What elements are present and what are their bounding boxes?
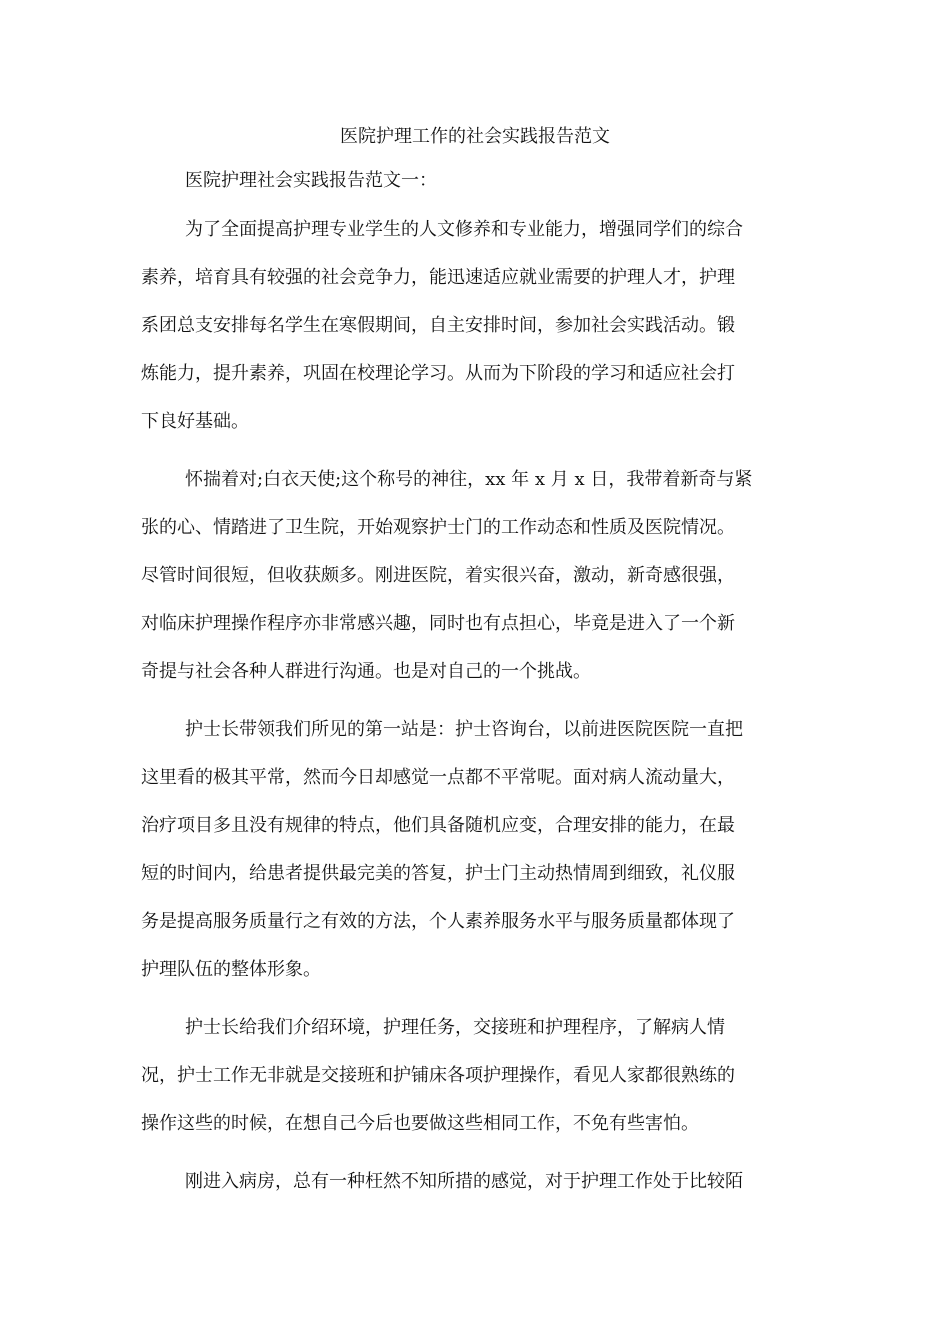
text-line: 护士长带领我们所见的第一站是：护士咨询台，以前进医院医院一直把 [185,719,743,740]
text-line: 奇提与社会各种人群进行沟通。也是对自己的一个挑战。 [141,661,591,682]
text-line: 况，护士工作无非就是交接班和护铺床各项护理操作，看见人家都很熟练的 [141,1065,735,1086]
text-line: 治疗项目多且没有规律的特点，他们具备随机应变，合理安排的能力，在最 [141,815,735,836]
paragraph-4 [141,1012,818,1156]
document-body [141,214,818,1224]
text-line: 务是提高服务质量行之有效的方法，个人素养服务水平与服务质量都体现了 [141,911,735,932]
text-line: 护士长给我们介绍环境，护理任务，交接班和护理程序，了解病人情 [185,1017,725,1038]
text-line: 这里看的极其平常，然而今日却感觉一点都不平常呢。面对病人流动量大， [141,767,735,788]
paragraph-5 [141,1166,818,1214]
text-line: 尽管时间很短，但收获颇多。刚进医院，着实很兴奋，激动，新奇感很强， [141,565,735,586]
paragraph-1 [141,214,818,454]
text-line: 怀揣着对;白衣天使;这个称号的神往，xx 年 x 月 x 日，我带着新奇与紧 [185,469,753,490]
text-line: 操作这些的时候，在想自己今后也要做这些相同工作，不免有些害怕。 [141,1113,699,1134]
text-line: 刚进入病房，总有一种枉然不知所措的感觉，对于护理工作处于比较陌 [185,1171,743,1192]
document-title: 医院护理工作的社会实践报告范文 [340,126,610,147]
paragraph-2 [141,464,818,704]
text-line: 为了全面提高护理专业学生的人文修养和专业能力，增强同学们的综合 [185,219,743,240]
text-line: 系团总支安排每名学生在寒假期间，自主安排时间，参加社会实践活动。锻 [141,315,735,336]
text-line: 炼能力，提升素养，巩固在校理论学习。从而为下阶段的学习和适应社会打 [141,363,735,384]
text-line: 素养，培育具有较强的社会竞争力，能迅速适应就业需要的护理人才，护理 [141,267,735,288]
text-line: 护理队伍的整体形象。 [141,959,321,980]
text-line: 短的时间内，给患者提供最完美的答复，护士门主动热情周到细致，礼仪服 [141,863,735,884]
document-subtitle: 医院护理社会实践报告范文一： [185,170,437,191]
paragraph-3 [141,714,818,1002]
text-line: 张的心、情踏进了卫生院，开始观察护士门的工作动态和性质及医院情况。 [141,517,735,538]
text-line: 下良好基础。 [141,411,249,432]
text-line: 对临床护理操作程序亦非常感兴趣，同时也有点担心，毕竟是进入了一个新 [141,613,735,634]
